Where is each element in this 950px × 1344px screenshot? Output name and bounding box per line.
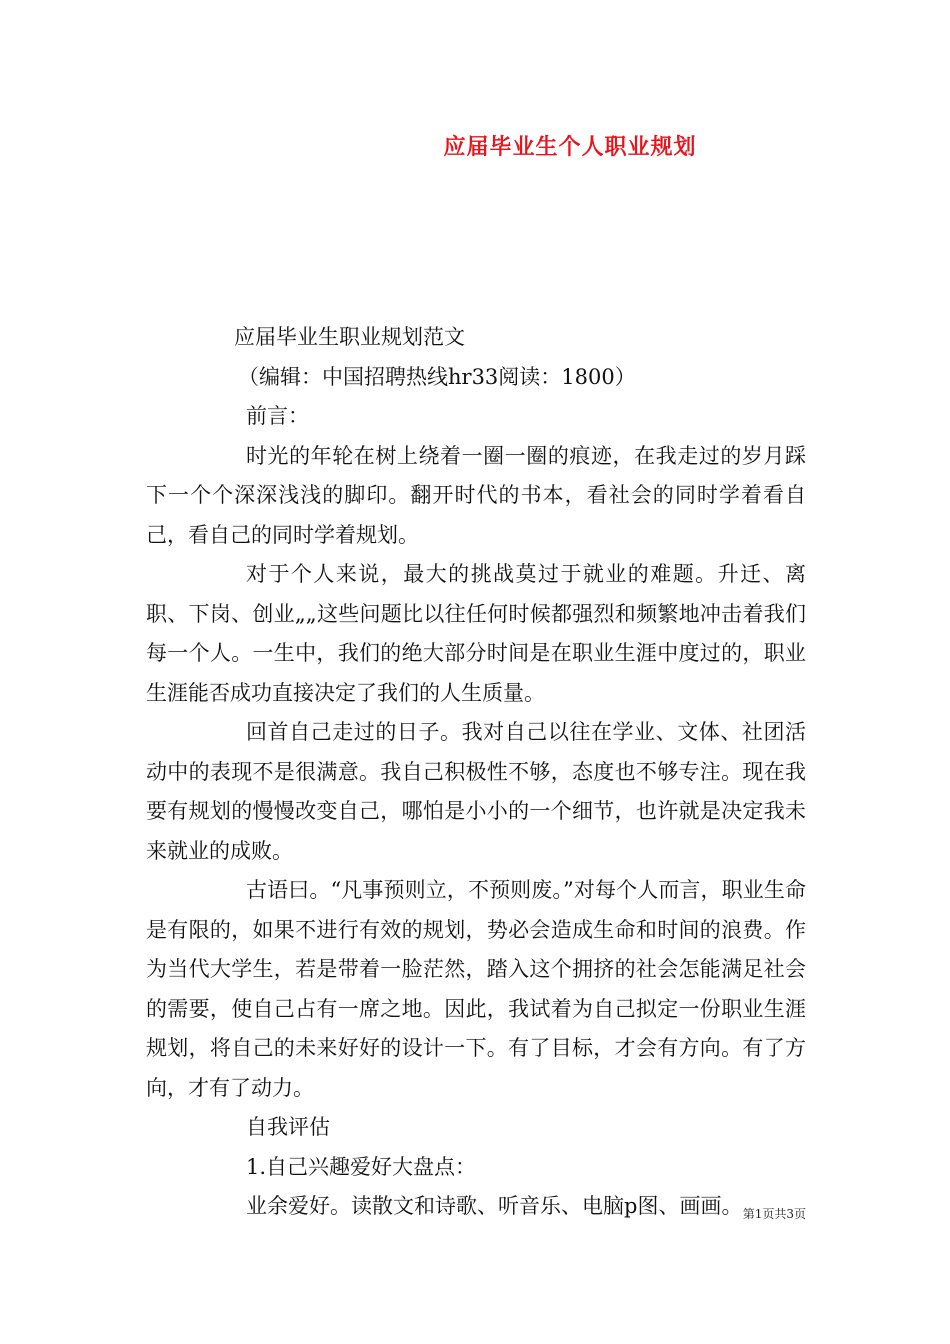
section-heading: 自我评估 — [246, 1115, 330, 1139]
document-body — [146, 318, 806, 1227]
preface-heading: 前言： — [246, 404, 309, 428]
item-heading: 1.自己兴趣爱好大盘点： — [246, 1154, 477, 1179]
paragraph-1: 时光的年轮在树上绕着一圈一圈的痕迹，在我走过的岁月踩下一个个深深浅浅的脚印。翻开时代的书本，看社会的同时学着看自己，看自己的同时学着规划。 — [146, 443, 806, 547]
document-title: 应届毕业生个人职业规划 — [443, 135, 697, 160]
document-subtitle: 应届毕业生职业规划范文 — [234, 325, 465, 349]
item-text: 业余爱好。读散文和诗歌、听音乐、电脑p图、画画。 — [246, 1194, 743, 1218]
editor-line: （编辑：中国招聘热线hr33阅读：1800） — [238, 364, 636, 389]
paragraph-2: 对于个人来说，最大的挑战莫过于就业的难题。升迁、离职、下岗、创业„„这些问题比以往任何时候都强烈和频繁地冲击着我们每一个人。一生中，我们的绝大部分时间是在职业生涯中度过的，职业生涯能否成功直接决定了我们的人生质量。 — [146, 562, 806, 705]
page-number: 第1页共3页 — [742, 1207, 806, 1221]
paragraph-3: 回首自己走过的日子。我对自己以往在学业、文体、社团活动中的表现不是很满意。我自己积极性不够，态度也不够专注。现在我要有规划的慢慢改变自己，哪怕是小小的一个细节，也许就是决定我未来就业的成败。 — [146, 720, 806, 863]
paragraph-4: 古语曰。“凡事预则立，不预则废。”对每个人而言，职业生命是有限的，如果不进行有效的规划，势必会造成生命和时间的浪费。作为当代大学生，若是带着一脸茫然，踏入这个拥挤的社会怎能满足社会的需要，使自己占有一席之地。因此，我试着为自己拟定一份职业生涯规划，将自己的未来好好的设计一下。有了目标，才会有方向。有了方向，才有了动力。 — [146, 878, 806, 1100]
